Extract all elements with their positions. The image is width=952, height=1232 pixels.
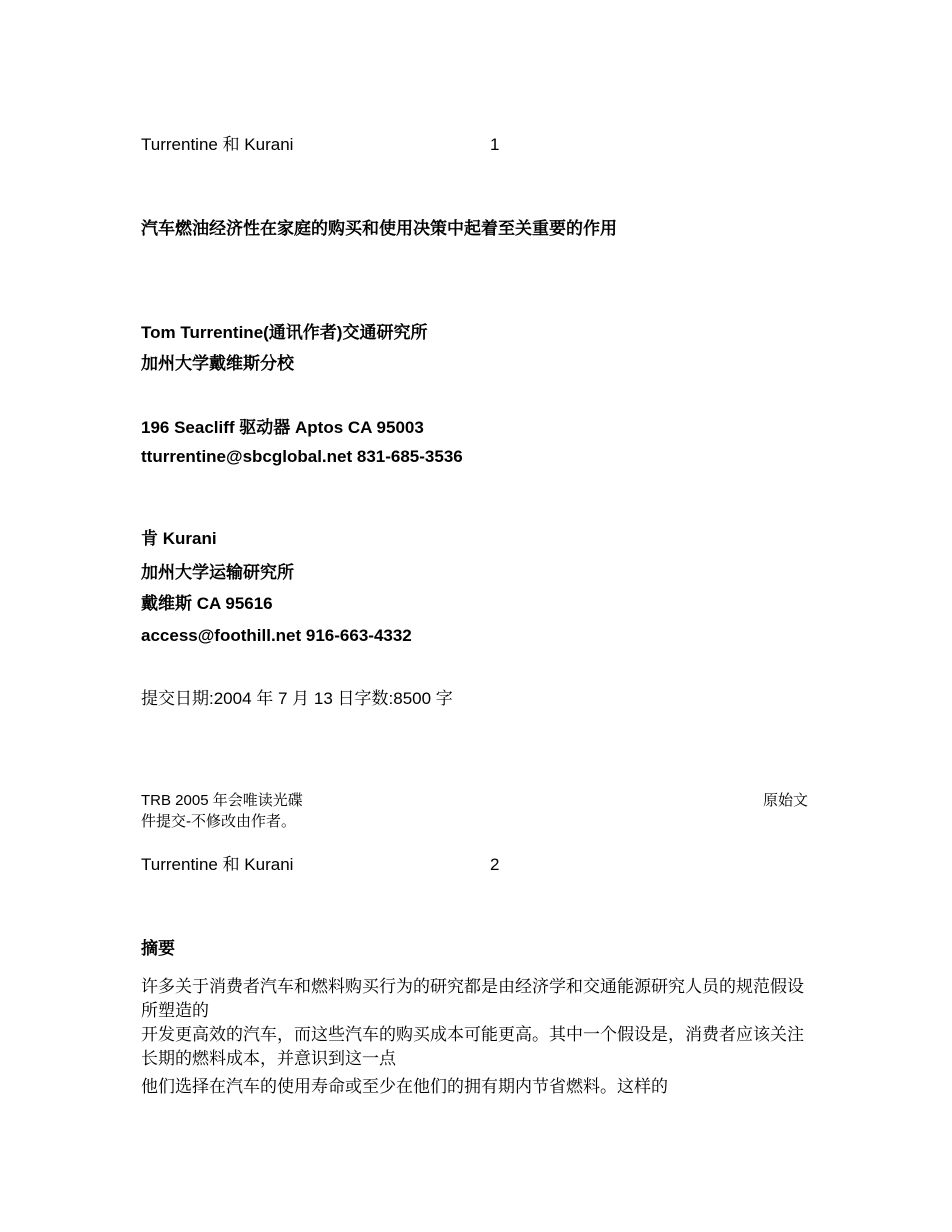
footer-left: TRB 2005 年会唯读光碟 bbox=[141, 792, 303, 809]
author2-contact: access@foothill.net 916-663-4332 bbox=[141, 626, 412, 645]
document-title: 汽车燃油经济性在家庭的购买和使用决策中起着至关重要的作用 bbox=[141, 219, 617, 238]
abstract-paragraph: 他们选择在汽车的使用寿命或至少在他们的拥有期内节省燃料。这样的 bbox=[141, 1077, 668, 1096]
author2-name: 肯 Kurani bbox=[141, 529, 217, 548]
running-header-authors: Turrentine 和 Kurani bbox=[141, 855, 294, 874]
author1-line1: Tom Turrentine(通讯作者)交通研究所 bbox=[141, 323, 428, 342]
abstract-paragraph: 许多关于消费者汽车和燃料购买行为的研究都是由经济学和交通能源研究人员的规范假设所塑造的 bbox=[141, 977, 804, 1020]
footer-line2: 件提交-不修改由作者。 bbox=[141, 813, 296, 830]
author2-city: 戴维斯 CA 95616 bbox=[141, 594, 273, 613]
author1-address: 196 Seacliff 驱动器 Aptos CA 95003 bbox=[141, 418, 424, 437]
submission-info: 提交日期:2004 年 7 月 13 日字数:8500 字 bbox=[141, 689, 453, 708]
author2-affiliation: 加州大学运输研究所 bbox=[141, 563, 294, 582]
author1-contact: tturrentine@sbcglobal.net 831-685-3536 bbox=[141, 447, 463, 466]
footer-right: 原始文 bbox=[763, 792, 809, 809]
page-number: 1 bbox=[490, 135, 500, 154]
abstract-paragraph: 开发更高效的汽车，而这些汽车的购买成本可能更高。其中一个假设是，消费者应该关注长期的燃料成本，并意识到这一点 bbox=[141, 1025, 804, 1068]
running-header-authors: Turrentine 和 Kurani bbox=[141, 135, 294, 154]
page-number: 2 bbox=[490, 855, 500, 874]
abstract-heading: 摘要 bbox=[141, 939, 175, 958]
author1-line2: 加州大学戴维斯分校 bbox=[141, 354, 294, 373]
